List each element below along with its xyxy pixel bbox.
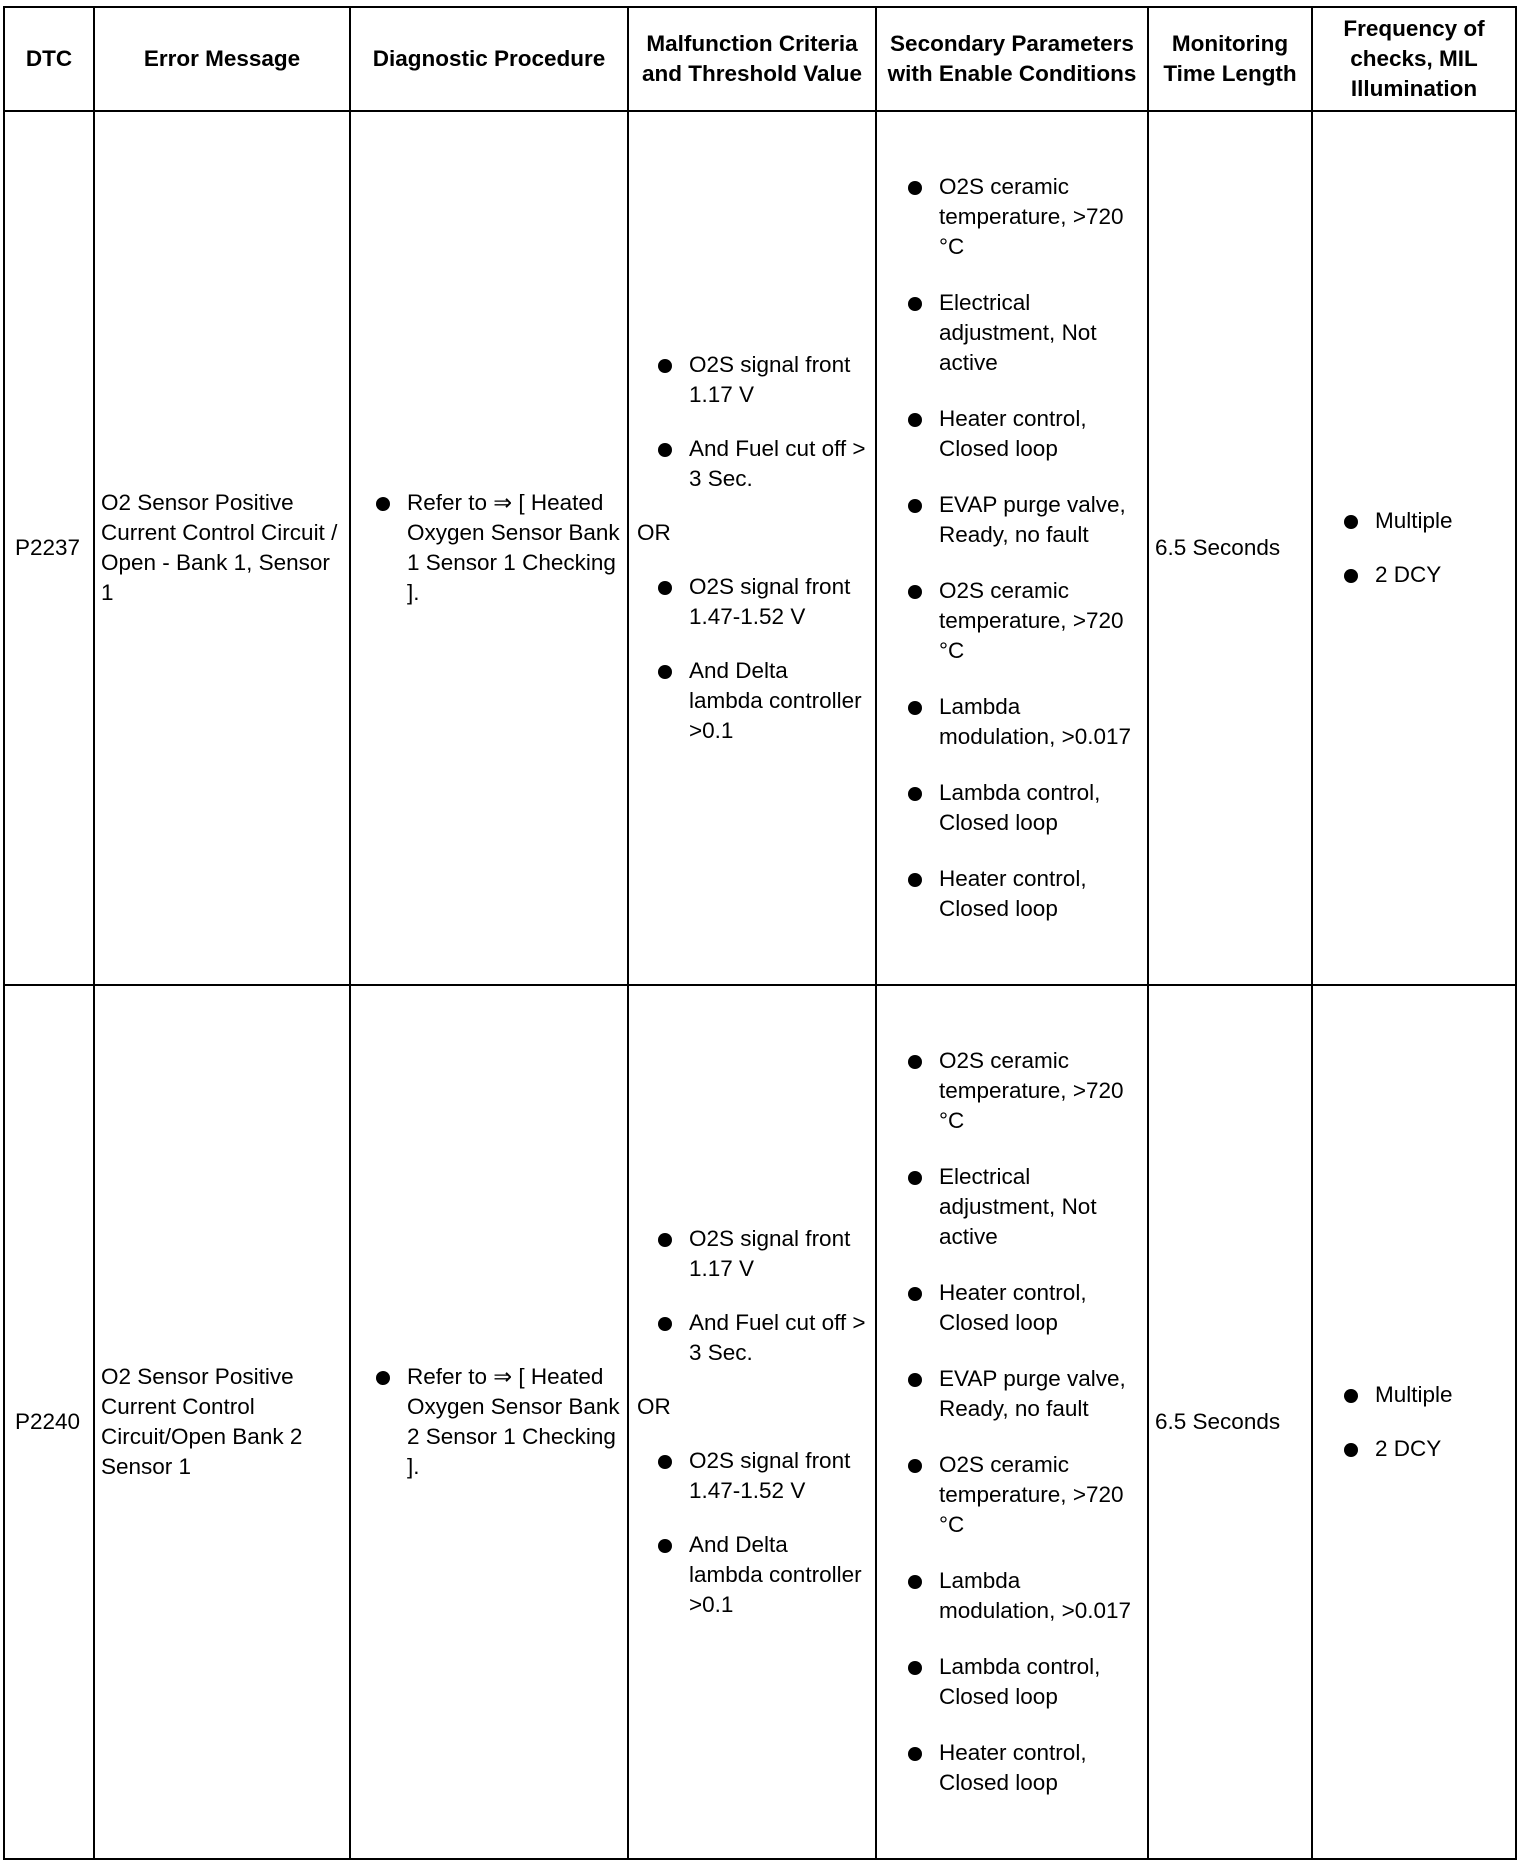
monitoring-time: 6.5 Seconds [1148, 111, 1312, 985]
list-item [649, 1446, 867, 1506]
list-item-text: Lambda modulation, >0.017 [939, 1568, 1132, 1623]
bullet-icon [908, 1747, 922, 1761]
bullet-icon [1344, 515, 1358, 529]
secondary-list [885, 172, 1139, 924]
bullet-icon [908, 1055, 922, 1069]
list-item [899, 1566, 1139, 1626]
frequency-list [1321, 506, 1507, 590]
dtc-document [3, 6, 1517, 1860]
list-item-text: And Delta lambda controller >0.1 [689, 658, 862, 743]
bullet-icon [908, 1287, 922, 1301]
bullet-icon [658, 581, 672, 595]
list-item [899, 1162, 1139, 1252]
list-item-text: 2 DCY [1375, 1436, 1442, 1461]
list-item [649, 656, 867, 746]
list-item [367, 1362, 621, 1482]
header-dtc: DTC [4, 7, 94, 111]
monitoring-time: 6.5 Seconds [1148, 985, 1312, 1859]
header-error-message: Error Message [94, 7, 350, 111]
list-item-text: O2S ceramic temperature, >720 °C [939, 1048, 1124, 1133]
list-item-text: EVAP purge valve, Ready, no fault [939, 492, 1126, 547]
list-item [649, 1224, 867, 1284]
list-item [649, 434, 867, 494]
bullet-icon [908, 701, 922, 715]
frequency-list [1321, 1380, 1507, 1464]
malfunction-criteria-cell [628, 111, 876, 985]
header-malfunction-criteria: Malfunction Criteria and Threshold Value [628, 7, 876, 111]
list-item [1335, 506, 1507, 536]
bullet-icon [908, 787, 922, 801]
bullet-icon [908, 413, 922, 427]
list-item [899, 1738, 1139, 1798]
bullet-icon [908, 1661, 922, 1675]
bullet-icon [658, 1317, 672, 1331]
list-item-text: O2S signal front 1.47-1.52 V [689, 1448, 851, 1503]
malfunction-list-b [637, 572, 867, 746]
list-item [899, 1278, 1139, 1338]
bullet-icon [658, 359, 672, 373]
bullet-icon [376, 1371, 390, 1385]
bullet-icon [658, 1455, 672, 1469]
malfunction-criteria-cell [628, 985, 876, 1859]
bullet-icon [908, 297, 922, 311]
list-item [899, 1046, 1139, 1136]
list-item-text: O2S signal front 1.47-1.52 V [689, 574, 851, 629]
list-item [899, 1652, 1139, 1712]
frequency-cell [1312, 111, 1516, 985]
list-item-text: O2S ceramic temperature, >720 °C [939, 174, 1124, 259]
or-separator: OR [637, 1394, 671, 1419]
list-item-text: 2 DCY [1375, 562, 1442, 587]
list-item-text: O2S ceramic temperature, >720 °C [939, 578, 1124, 663]
secondary-parameters-cell [876, 985, 1148, 1859]
table-row [4, 111, 1516, 985]
dtc-code: P2237 [4, 111, 94, 985]
secondary-list [885, 1046, 1139, 1798]
bullet-icon [908, 181, 922, 195]
list-item [899, 1450, 1139, 1540]
header-monitoring-time: Monitoring Time Length [1148, 7, 1312, 111]
list-item-text: O2S signal front 1.17 V [689, 352, 851, 407]
bullet-icon [658, 1233, 672, 1247]
malfunction-list-a [637, 350, 867, 494]
list-item-text: Refer to ⇒ [ Heated Oxygen Sensor Bank 1 Sensor 1 Checking ]. [407, 490, 620, 605]
malfunction-list-a [637, 1224, 867, 1368]
list-item [649, 350, 867, 410]
header-frequency: Frequency of checks, MIL Illumination [1312, 7, 1516, 111]
list-item [899, 1364, 1139, 1424]
bullet-icon [908, 499, 922, 513]
list-item [649, 572, 867, 632]
procedure-list [367, 488, 621, 608]
list-item [899, 692, 1139, 752]
list-item [1335, 1380, 1507, 1410]
bullet-icon [908, 1171, 922, 1185]
list-item-text: Heater control, Closed loop [939, 406, 1087, 461]
list-item-text: And Fuel cut off > 3 Sec. [689, 1310, 866, 1365]
list-item [1335, 1434, 1507, 1464]
table-body [4, 111, 1516, 1859]
bullet-icon [1344, 1389, 1358, 1403]
list-item-text: Lambda control, Closed loop [939, 1654, 1101, 1709]
frequency-cell [1312, 985, 1516, 1859]
list-item-text: Electrical adjustment, Not active [939, 290, 1097, 375]
list-item [899, 288, 1139, 378]
bullet-icon [908, 1459, 922, 1473]
header-diagnostic-procedure: Diagnostic Procedure [350, 7, 628, 111]
bullet-icon [908, 873, 922, 887]
list-item [899, 778, 1139, 838]
list-item [649, 1530, 867, 1620]
list-item [899, 404, 1139, 464]
dtc-table [3, 6, 1517, 1860]
list-item-text: Heater control, Closed loop [939, 1280, 1087, 1335]
list-item [899, 864, 1139, 924]
list-item-text: EVAP purge valve, Ready, no fault [939, 1366, 1126, 1421]
list-item [899, 172, 1139, 262]
table-row [4, 985, 1516, 1859]
dtc-code: P2240 [4, 985, 94, 1859]
bullet-icon [658, 443, 672, 457]
bullet-icon [658, 665, 672, 679]
bullet-icon [376, 497, 390, 511]
malfunction-list-b [637, 1446, 867, 1620]
list-item [367, 488, 621, 608]
header-row [4, 7, 1516, 111]
list-item-text: And Fuel cut off > 3 Sec. [689, 436, 866, 491]
bullet-icon [908, 1575, 922, 1589]
header-secondary-parameters: Secondary Parameters with Enable Conditions [876, 7, 1148, 111]
error-message: O2 Sensor Positive Current Control Circuit/Open Bank 2 Sensor 1 [94, 985, 350, 1859]
list-item-text: Heater control, Closed loop [939, 866, 1087, 921]
bullet-icon [1344, 1443, 1358, 1457]
list-item-text: Lambda control, Closed loop [939, 780, 1101, 835]
diagnostic-procedure-cell [350, 111, 628, 985]
secondary-parameters-cell [876, 111, 1148, 985]
list-item [649, 1308, 867, 1368]
list-item-text: Multiple [1375, 508, 1453, 533]
error-message: O2 Sensor Positive Current Control Circuit / Open - Bank 1, Sensor 1 [94, 111, 350, 985]
bullet-icon [908, 585, 922, 599]
list-item-text: And Delta lambda controller >0.1 [689, 1532, 862, 1617]
list-item-text: O2S ceramic temperature, >720 °C [939, 1452, 1124, 1537]
diagnostic-procedure-cell [350, 985, 628, 1859]
or-separator: OR [637, 520, 671, 545]
list-item [1335, 560, 1507, 590]
list-item [899, 576, 1139, 666]
list-item [899, 490, 1139, 550]
procedure-list [367, 1362, 621, 1482]
bullet-icon [1344, 569, 1358, 583]
list-item-text: Electrical adjustment, Not active [939, 1164, 1097, 1249]
list-item-text: Lambda modulation, >0.017 [939, 694, 1132, 749]
list-item-text: Refer to ⇒ [ Heated Oxygen Sensor Bank 2 Sensor 1 Checking ]. [407, 1364, 620, 1479]
bullet-icon [658, 1539, 672, 1553]
list-item-text: Multiple [1375, 1382, 1453, 1407]
bullet-icon [908, 1373, 922, 1387]
list-item-text: Heater control, Closed loop [939, 1740, 1087, 1795]
list-item-text: O2S signal front 1.17 V [689, 1226, 851, 1281]
